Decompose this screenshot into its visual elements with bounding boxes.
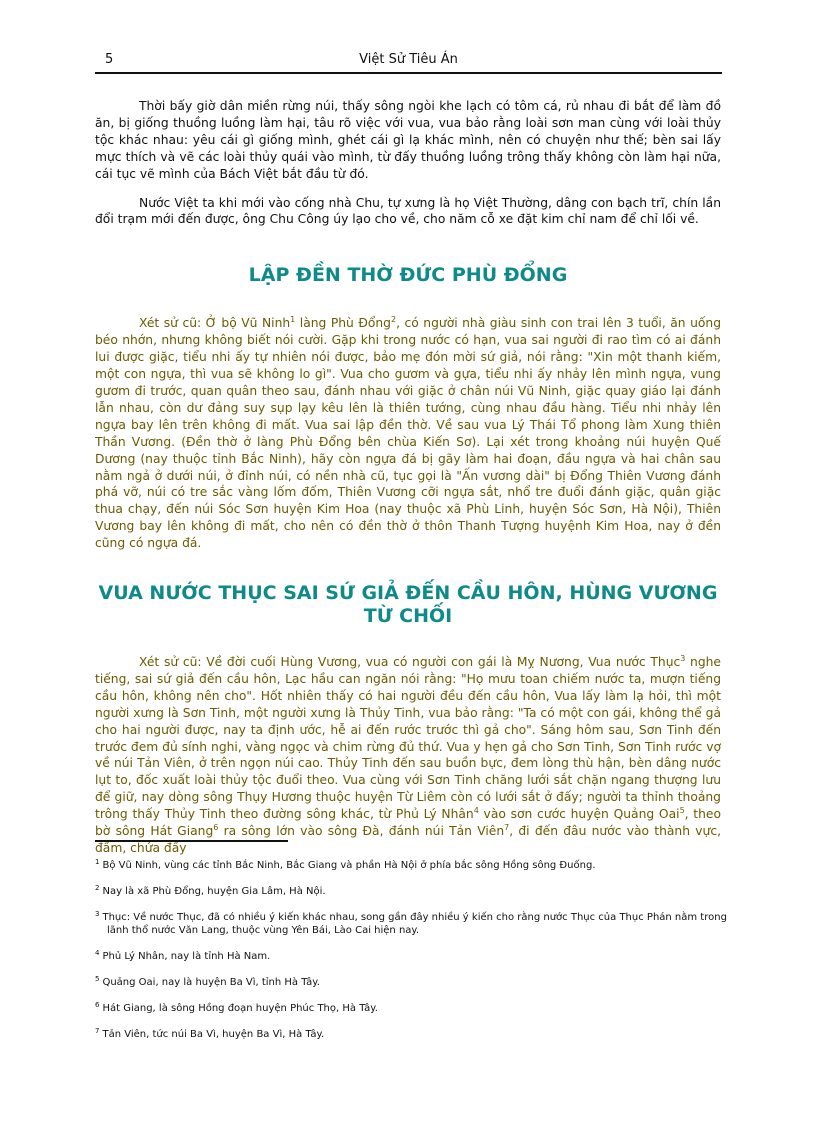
footnote-ref[interactable]: 6 [213, 823, 219, 833]
footnote-ref[interactable]: 5 [679, 806, 685, 816]
footnote: $^2$ Nay là xã Phù Đổng, huyện Gia Lâm, Hà Nội. [95, 884, 326, 897]
footnote: $^5$ Quảng Oai, nay là huyện Ba Vì, tỉnh Hà Tây. [95, 975, 320, 988]
page-number: 5 [105, 52, 114, 67]
footnote-ref[interactable]: 4 [473, 806, 479, 816]
intro-paragraph-2: Nước Việt ta khi mới vào cống nhà Chu, tự xưng là họ Việt Thường, dâng con bạch trĩ, chín lần đổi trạm mới đến được, ông Chu Công úy lạo cho về, cho năm cỗ xe đặt kim chỉ nam để chỉ lối về. [95, 195, 721, 227]
footnote-ref[interactable]: 7 [504, 823, 510, 833]
running-title: Việt Sử Tiêu Án [359, 52, 458, 67]
intro-paragraph-1: Thời bấy giờ dân miền rừng núi, thấy sông ngòi khe lạch có tôm cá, rủ nhau đi bắt để làm đồ ăn, bị giống thuồng luồng làm hại, tâu rõ việc với vua, vua bảo rằng loài sơn man cùng với loài thủy tộc khác nhau: yêu cái gì giống mình, ghét cái gì lạ khác mình, nên có chuyện như thế; bèn sai lấy mực thích và vẽ các loài thủy quái vào mình, từ đấy thuồng luồng trông thấy không còn làm hại nữa, cái tục vẽ mình của Bách Việt bắt đầu từ đó. [95, 99, 721, 181]
section2-paragraph: Xét sử cũ: Về đời cuối Hùng Vương, vua có người con gái là Mỵ Nương, Vua nước Thục$^3$ nghe tiếng, sai sứ giả đến cầu hôn, Lạc hầu can ngăn nói rằng: "Họ mưu toan chiếm nước ta, mượn tiếng cầu hôn, không nên cho". Hốt nhiên thấy có hai người đều đến cầu hôn, Vua lấy làm lạ hỏi, thì một người xưng là Sơn Tinh, một người xưng là Thủy Tinh, vua bảo rằng: "Ta có một con gái, không thể gả cho hai người được, nay ta định ước, hễ ai đến rước trước thì gả cho". Sáng hôm sau, Sơn Tinh đến trước đem đủ sính nghi, vàng ngọc và chim rừng đủ thứ. Vua y hẹn gả cho Sơn Tinh, Sơn Tinh rước vợ về núi Tản Viên, ở trên ngọn núi cao. Thủy Tinh đến sau buồn bực, đem lòng thù hận, bèn dâng nước lụt to, đốc xuất loài thủy tộc đuổi theo. Vua cùng với Sơn Tinh chăng lưới sắt chặn ngang thượng lưu để giữ, nay dòng sông Thụy Hương thuộc huyện Từ Liêm còn có lưới sắt ở đấy; người ta thỉnh thoảng trông thấy Thủy Tinh theo đường sông khác, từ Phủ Lý Nhân$^4$ vào sơn cước huyện Quảng Oai$^5$, theo bờ sông Hát Giang$^6$ ra sông lớn vào sông Đà, đánh núi Tản Viên$^7$, đi đến đâu nước vào thành vực, đầm, chứa đầy [95, 654, 721, 855]
page-header [95, 52, 722, 74]
footnote: $^6$ Hát Giang, là sông Hồng đoạn huyện Phúc Thọ, Hà Tây. [95, 1001, 378, 1014]
footnote: $^3$ Thục: Về nước Thục, đã có nhiều ý kiến khác nhau, song gần đây nhiều ý kiến cho rằng nước Thục của Thục Phán nằm trong lãnh thổ nước Văn Lang, thuộc vùng Yên Bái, Lào Cai hiện nay. [95, 910, 727, 936]
footnote-ref[interactable]: 2 [391, 315, 397, 325]
footnote-ref[interactable]: 3 [680, 654, 686, 664]
footnote-divider [95, 840, 288, 842]
section1-paragraph: Xét sử cũ: Ở bộ Vũ Ninh$^1$ làng Phù Đổng$^2$, có người nhà giàu sinh con trai lên 3 tuổi, ăn uống béo nhớn, nhưng không biết nói cười. Gặp khi trong nước có hạn, vua sai người đi rao tìm có ai đánh lui được giặc, tiểu nhi ấy tự nhiên nói được, bảo mẹ đón mời sứ giả, nói rằng: "Xin một thanh kiếm, một con ngựa, thì vua sẽ không lo gì". Vua cho gươm và gựa, tiểu nhi ấy nhảy lên mình ngựa, vung gươm đi trước, quan quân theo sau, đánh nhau với giặc ở chân núi Vũ Ninh, giặc quay giáo lại đánh lẫn nhau, còn dư đảng suy sụp lạy kêu lên là thiên tướng, cùng nhau đầu hàng. Tiểu nhi nhảy lên ngựa bay lên trên không đi mất. Vua sai lập đền thờ. Về sau vua Lý Thái Tổ phong làm Xung thiên Thần Vương. (Đền thờ ở làng Phù Đổng bên chùa Kiến Sơ). Lại xét trong khoảng núi huyện Quế Dương (nay thuộc tỉnh Bắc Ninh), hãy còn ngựa đá bị gãy làm hai đoạn, đầu ngựa và hai chân sau nằm ngả ở dưới núi, ở đỉnh núi, có nền nhà cũ, tục gọi là "Ấn vương dài" bị Đổng Thiên Vương đánh phá vỡ, núi có tre sắc vàng lốm đốm, Thiên Vương cỡi ngựa sắt, nhổ tre đuổi đánh giặc, quân giặc thua chạy, đến núi Sóc Sơn huyện Kim Hoa (nay thuộc xã Phù Linh, huyện Sóc Sơn, Hà Nội), Thiên Vương bay lên không đi mất, cho nên có đền thờ ở thôn Thanh Tượng huyệnh Kim Hoa, nay ở đền cũng có ngựa đá. [95, 315, 722, 551]
footnote: $^4$ Phủ Lý Nhân, nay là tỉnh Hà Nam. [95, 949, 271, 962]
footnotes [95, 856, 727, 1051]
footnote: $^7$ Tản Viên, tức núi Ba Vì, huyện Ba Vì, Hà Tây. [95, 1027, 325, 1040]
page-content [95, 98, 721, 869]
footnote-ref[interactable]: 1 [290, 315, 296, 325]
footnote: $^1$ Bộ Vũ Ninh, vùng các tỉnh Bắc Ninh, Bắc Giang và phần Hà Nội ở phía bắc sông Hồng sông Đuống. [95, 858, 596, 871]
section-heading-thuc-cau-hon: VUA NƯỚC THỤC SAI SỨ GIẢ ĐẾN CẦU HÔN, HÙNG VƯƠNG TỪ CHỐI [98, 582, 718, 628]
section-heading-phu-dong: LẬP ĐỀN THỜ ĐỨC PHÙ ĐỔNG [248, 264, 568, 287]
